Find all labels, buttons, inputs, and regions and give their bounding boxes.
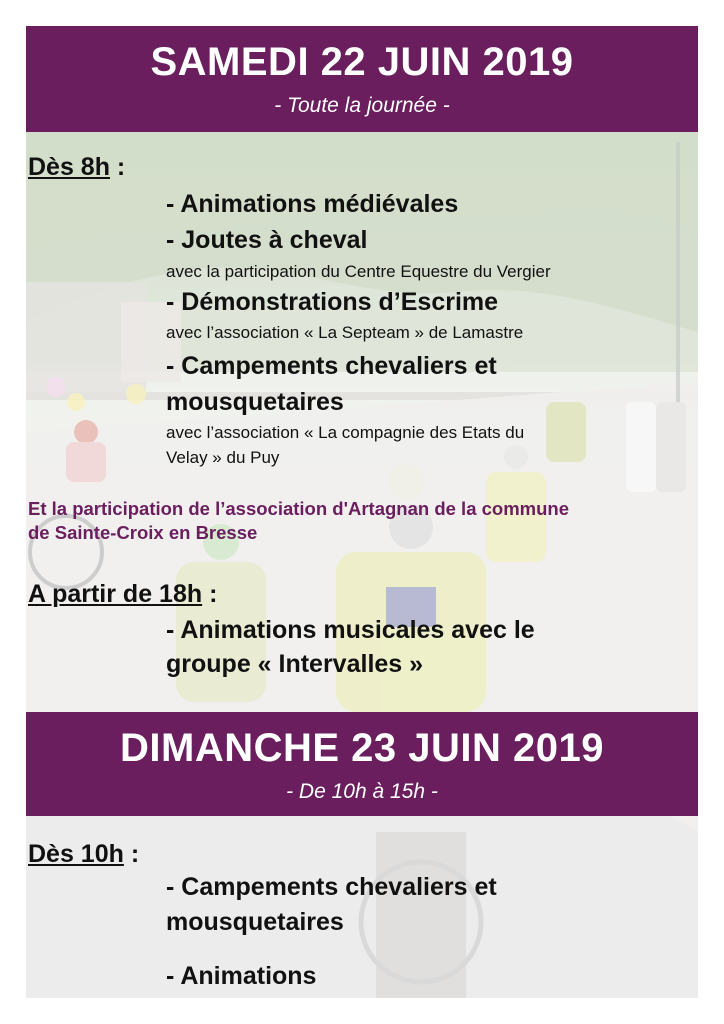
item-joutes-detail: avec la participation du Centre Equestre du Vergier (166, 262, 551, 281)
from-8-label: Dès 8h (28, 153, 110, 181)
saturday-subtitle: - Toute la journée - (274, 94, 450, 117)
saturday-header-band (26, 26, 698, 132)
from-18-colon: : (202, 580, 218, 608)
sunday-header-band (26, 712, 698, 816)
item-campements: - Campements chevaliers et (166, 352, 497, 380)
from-10-colon: : (123, 840, 140, 868)
item-campements-detail-2: Velay » du Puy (166, 448, 280, 467)
saturday-from-18-heading (28, 580, 217, 609)
music-line-1: - Animations musicales avec le (166, 616, 535, 644)
item-campements-detail-1: avec l’association « La compagnie des Etats du (166, 423, 525, 442)
item-escrime-detail: avec l’association « La Septeam » de Lamastre (166, 323, 524, 342)
saturday-from-8-heading (28, 153, 125, 182)
item-animations-medievales: - Animations médiévales (166, 190, 459, 218)
sunday-title: DIMANCHE 23 JUIN 2019 (120, 726, 604, 770)
item-joutes-a-cheval: - Joutes à cheval (166, 226, 368, 254)
item-escrime: - Démonstrations d’Escrime (166, 288, 499, 316)
sunday-from-10-heading (28, 840, 139, 869)
sunday-item-animations: - Animations (166, 962, 317, 990)
saturday-title: SAMEDI 22 JUIN 2019 (150, 40, 574, 84)
sunday-item-campements: - Campements chevaliers et (166, 873, 497, 901)
participation-line-1: Et la participation de l’association d'Artagnan de la commune (28, 498, 570, 519)
item-campements-cont: mousquetaires (166, 388, 344, 416)
music-line-2: groupe « Intervalles » (166, 650, 424, 678)
from-8-colon: : (109, 153, 126, 181)
from-18-label: A partir de 18h (28, 580, 203, 608)
sunday-item-campements-cont: mousquetaires (166, 908, 344, 936)
participation-line-2: de Sainte-Croix en Bresse (28, 522, 258, 543)
sunday-subtitle: - De 10h à 15h - (286, 780, 438, 803)
from-10-label: Dès 10h (28, 840, 124, 868)
